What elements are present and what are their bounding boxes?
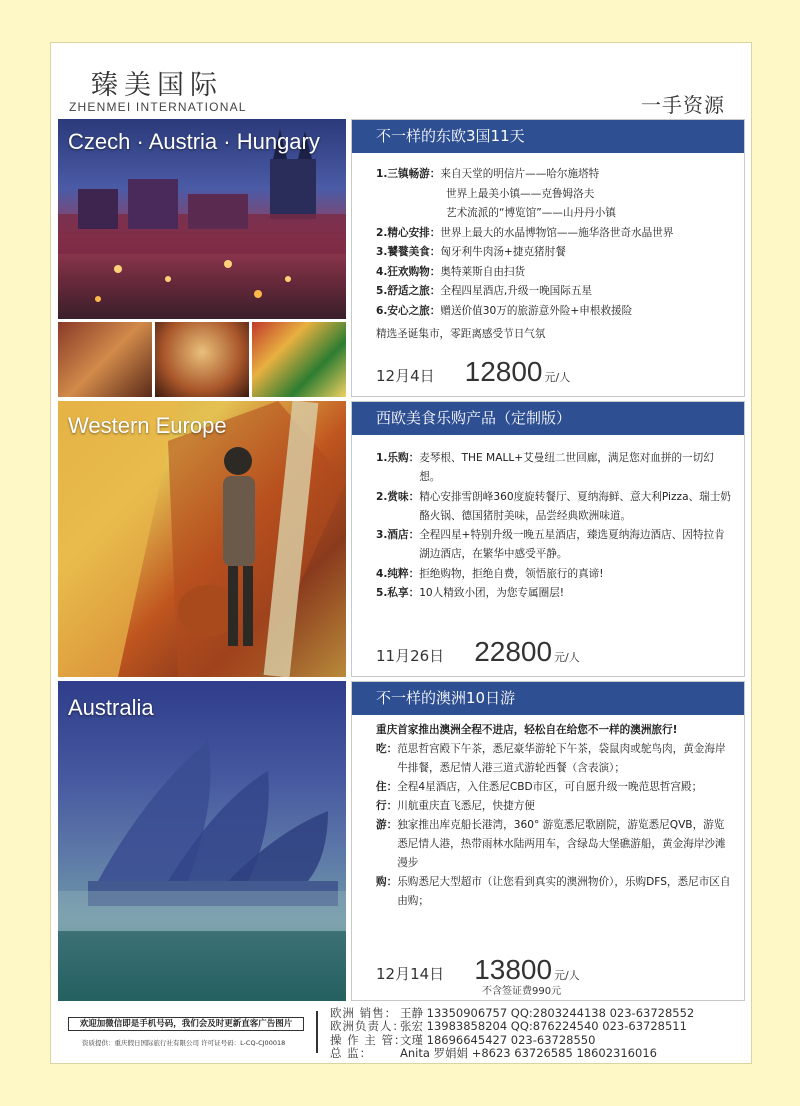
item-text: 拒绝购物，拒绝自费，领悟旅行的真谛! [419,567,604,580]
price-unit: 元/人 [554,651,580,664]
gingerbread-photo [155,322,249,397]
item-text: 全程四星酒店,升级一晚国际五星 [440,285,593,297]
item-text: 奥特莱斯自由扫货 [440,265,526,278]
item-text: 匈牙利牛肉汤+捷克猪肘餐 [440,246,566,258]
visa-fee-note: 不含签证费990元 [482,986,562,997]
price-unit: 元/人 [544,371,571,384]
license-info: 资质提供：重庆假日国际旅行社有限公司 许可证号码：L-CQ-CJ00018 [82,1039,286,1047]
sydney-opera-house-image [58,681,346,1001]
list-item [376,165,734,185]
list-item [376,584,734,603]
item-label: 5.私享： [376,587,420,600]
tour-items [352,153,744,345]
contact-row [330,1020,694,1033]
photo-title: Australia [68,695,154,720]
note-text: 精选圣诞集市，零距离感受节日气氛 [376,328,546,340]
list-item [376,263,734,283]
item-label: 2.赏味： [376,490,420,503]
departure-date: 11月26日 [376,647,445,665]
price-block [376,356,570,388]
tour-section-western-europe [58,401,745,677]
list-item [376,740,734,778]
list-item [376,243,734,263]
item-label: 游： [376,819,398,831]
list-item [376,282,734,302]
contact-list [330,1007,694,1061]
market-photo-3 [252,322,346,397]
footer [58,1005,745,1065]
brand-name-cn: 臻美国际 [91,70,223,101]
contact-role: 总 监： [330,1046,373,1061]
tour-info-panel [351,681,745,1001]
list-item [376,224,734,244]
price-block [376,636,580,668]
contact-row [330,1007,694,1020]
item-text: 全程四星+特别升级一晚五星酒店，臻选夏纳海边酒店、因特拉肯湖边酒店，在繁华中感受平静。 [419,529,725,561]
photo-title: Western Europe [68,413,227,438]
item-label: 3.饕餮美食： [376,246,441,258]
item-text: 赠送价值30万的旅游意外险+申根救援险 [440,304,633,317]
price-value: 13800 [474,954,553,985]
tour-banner: 不一样的澳洲10日游 [352,682,744,715]
list-item [376,526,734,565]
item-label: 1.乐购： [376,452,420,464]
tour-intro [376,721,734,740]
item-label: 2.精心安排： [376,226,441,239]
contact-role: 欧洲负责人： [330,1019,405,1034]
tagline: 一手资源 [641,93,725,117]
tour-section-eastern-europe [58,119,745,397]
price-value: 22800 [474,636,553,667]
item-text: 世界上最大的水晶博物馆——施华洛世奇水晶世界 [440,226,674,239]
tour-info-panel [351,401,745,677]
item-label: 3.酒店： [376,529,420,542]
price-unit: 元/人 [554,969,580,982]
western-europe-image [58,401,346,677]
photo-title: Czech · Austria · Hungary [68,129,320,154]
market-photo-1 [58,322,152,397]
item-text: 范思哲宫殿下午茶，悉尼豪华游轮下午茶，袋鼠肉或鸵鸟肉，黄金海岸牛排餐，悉尼情人港三道式游轮西餐（含表演）； [397,743,726,774]
poster-sheet [50,42,752,1064]
item-label: 吃： [376,743,398,755]
list-item [376,797,734,816]
prague-photo [58,119,346,397]
item-text: 乐购悉尼大型超市（让您看到真实的澳洲物价），乐购DFS，悉尼市区自由购； [397,876,731,907]
departure-date: 12月14日 [376,965,445,983]
list-item [376,449,734,488]
list-item [376,778,734,797]
tour-items [352,435,744,603]
contact-info: 王静 13350906757 QQ:2803244138 023-63728552 [400,1006,695,1020]
western-europe-photo [58,401,346,677]
list-item [376,185,734,205]
departure-date: 12月4日 [376,367,435,385]
item-label: 行： [376,800,398,812]
item-label: 4.狂欢购物： [376,265,441,278]
item-text: 艺术流派的“博览馆”——山丹丹小镇 [446,207,616,219]
item-label: 1.三镇畅游： [376,168,441,180]
item-label: 6.安心之旅： [376,304,441,317]
price-value: 12800 [464,356,543,387]
market-photo-strip [58,322,346,397]
item-text: 全程4星酒店，入住悉尼CBD市区，可自愿升级一晚范思哲宫殿； [397,781,703,793]
item-label: 5.舒适之旅： [376,285,441,297]
wechat-notice: 欢迎加微信即是手机号码，我们会及时更新直客广告图片 [68,1017,304,1031]
contact-row [330,1047,694,1060]
item-text: 独家推出库克船长港湾，360° 游览悉尼歌剧院，游览悉尼QVB，游览悉尼情人港，热带雨林水陆两用车，含绿岛大堡礁游船，黄金海岸沙滩漫步 [397,819,726,869]
item-text: 精心安排雪朗峰360度旋转餐厅、夏纳海鲜、意大利Pizza、瑞士奶酪火锅、德国猪肘美味，品尝经典欧洲味道。 [419,490,731,522]
item-text: 川航重庆直飞悉尼，快捷方便 [397,800,535,812]
contact-role: 操 作 主 管： [330,1032,407,1047]
contact-role: 欧洲 销售： [330,1006,398,1020]
list-item [376,488,734,527]
contact-info: 张宏 13983858204 QQ:876224540 023-63728511 [400,1019,687,1034]
australia-photo [58,681,346,1001]
tour-items [352,715,744,911]
contact-info: Anita 罗娟娟 +8623 63726585 18602316016 [400,1046,657,1061]
tour-banner: 西欧美食乐购产品（定制版） [352,402,744,435]
tour-note [376,325,734,345]
item-label: 4.纯粹： [376,567,420,580]
item-text: 来自天堂的明信片——哈尔施塔特 [440,168,600,180]
item-label: 购： [376,876,398,888]
opera-house-icon [58,681,346,1001]
contact-info: 文瑾 18696645427 023-63728550 [400,1032,596,1047]
tour-banner: 不一样的东欧3国11天 [352,120,744,153]
brand-name-en: ZHENMEI INTERNATIONAL [69,100,247,114]
traveler-silhouette-icon [58,401,346,677]
tour-info-panel [351,119,745,397]
list-item [376,816,734,873]
list-item [376,565,734,584]
tour-section-australia [58,681,745,1001]
item-text: 世界上最美小镇——克鲁姆洛夫 [446,187,595,200]
item-text: 10人精致小团，为您专属圈层! [419,587,565,600]
footer-divider [316,1011,318,1053]
intro-text: 重庆首家推出澳洲全程不进店，轻松自在给您不一样的澳洲旅行! [376,724,678,736]
item-text: 麦琴根、THE MALL+艾曼纽二世回廊，满足您对血拼的一切幻想。 [419,452,714,484]
item-label: 住： [376,781,398,793]
list-item [376,302,734,322]
contact-row [330,1034,694,1047]
list-item [376,873,734,911]
list-item [376,204,734,224]
